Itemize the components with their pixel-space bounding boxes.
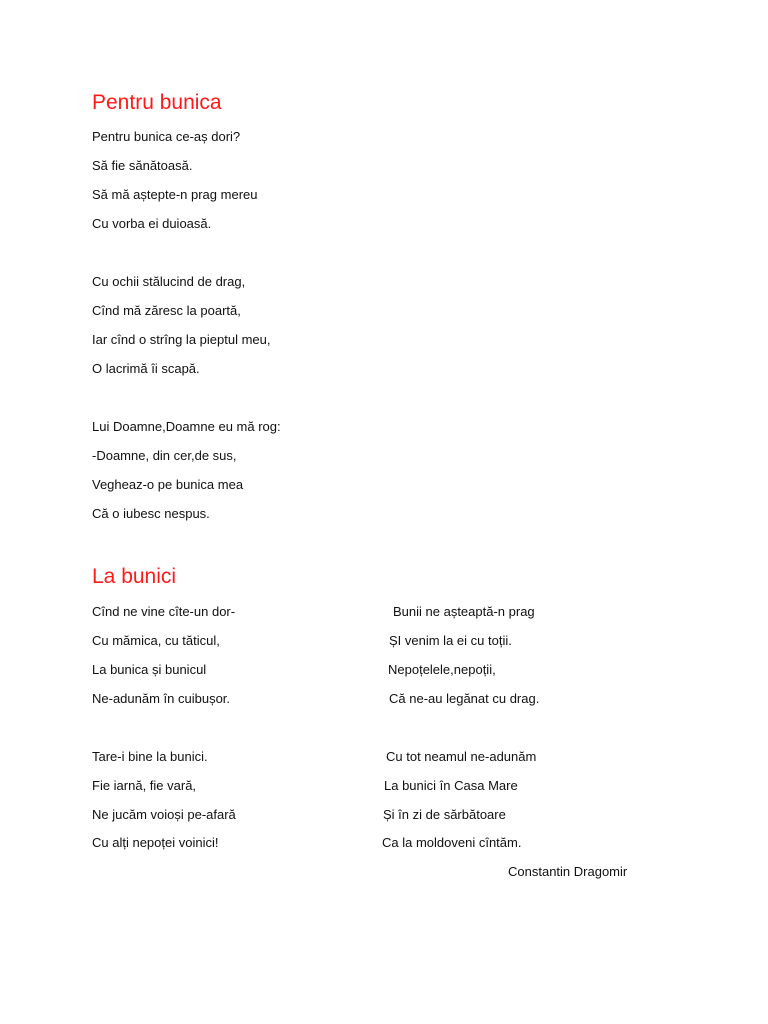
poem-line: Să mă aștepte-n prag mereu (92, 187, 258, 202)
poem-line: -Doamne, din cer,de sus, (92, 448, 237, 463)
poem-line: Cînd mă zăresc la poartă, (92, 303, 241, 318)
poem-line: Vegheaz-o pe bunica mea (92, 477, 244, 492)
author-signature: Constantin Dragomir (508, 864, 628, 879)
poem-line-right: Ca la moldoveni cîntăm. (382, 835, 522, 850)
poem-line-left: Cu mămica, cu tăticul, (92, 633, 220, 648)
poem-line-left: La bunica și bunicul (92, 662, 207, 677)
poem-line-right: ȘI venim la ei cu toții. (389, 633, 512, 648)
poem-line: Iar cînd o strîng la pieptul meu, (92, 332, 271, 347)
poem-line: O lacrimă îi scapă. (92, 361, 200, 376)
poem-line-left: Tare-i bine la bunici. (92, 749, 208, 764)
poem-line: Cu ochii stălucind de drag, (92, 274, 246, 289)
poem-line-right: Că ne-au legănat cu drag. (389, 691, 540, 706)
poem-line-left: Ne-adunăm în cuibușor. (92, 691, 231, 706)
poem-line-right: Cu tot neamul ne-adunăm (386, 749, 537, 764)
poem-title: La bunici (92, 565, 177, 588)
poem-line: Să fie sănătoasă. (92, 158, 193, 173)
poem-line-right: Bunii ne așteaptă-n prag (393, 604, 535, 619)
poem-line: Că o iubesc nespus. (92, 506, 210, 521)
poem-line-right: La bunici în Casa Mare (384, 778, 518, 793)
poem-line-right: Și în zi de sărbătoare (383, 807, 506, 822)
poem-title: Pentru bunica (92, 91, 222, 114)
poem-line-left: Fie iarnă, fie vară, (92, 778, 197, 793)
poem-line: Lui Doamne,Doamne eu mă rog: (92, 419, 281, 434)
poem-line-left: Cu alți nepoței voinici! (92, 835, 219, 850)
poem-line-right: Nepoțelele,nepoții, (388, 662, 496, 677)
poem-line: Cu vorba ei duioasă. (92, 216, 212, 231)
poem-line-left: Cînd ne vine cîte-un dor- (92, 604, 236, 619)
poem-line-left: Ne jucăm voioși pe-afară (92, 807, 236, 822)
poem-line: Pentru bunica ce-aș dori? (92, 129, 241, 144)
